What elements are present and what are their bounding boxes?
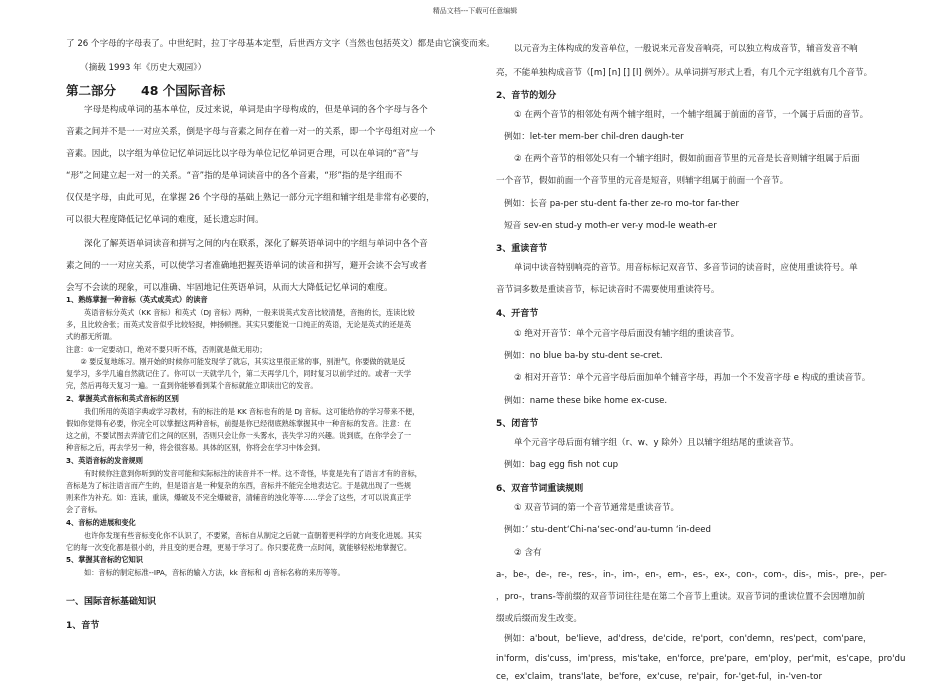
prefix-line: ，pro-，trans-等前缀的双音节词往往是在第二个音节上重读。双音节词的重读位置不会因增加前	[496, 592, 866, 602]
para1-line: 可以很大程度降低记忆单词的难度，延长遗忘时间。	[66, 215, 264, 225]
section-body-line: 复学习，多学几遍自然就记住了。你可以一天就学几个，第二天再学几个，同时复习以前学过的。或者一天学	[66, 369, 412, 378]
section-body-line: 会了音标。	[66, 505, 102, 514]
rule-line: ② 在两个音节的相邻处只有一个辅字组时，假如前面音节里的元音是长音则辅字组属于后面	[514, 154, 860, 164]
example-line: 例如：长音 pa-per stu-dent fa-ther ze-ro mo-tor far-ther	[504, 199, 740, 209]
part-title: 第二部分 48 个国际音标	[66, 83, 226, 98]
source-line: （摘载 1993 年《历史大观园》）	[80, 63, 207, 73]
section-body-line: 音标是为了标注语言而产生的，但是语言是一种复杂的东西，音标并不能完全地表达它。于是就出现了一些规	[66, 481, 412, 490]
rule-line: ① 绝对开音节：单个元音字母后面没有辅字组的重读音节。	[514, 329, 740, 339]
heading-basics: 一、国际音标基础知识	[66, 597, 157, 607]
example-line: in'form，dis'cuss，im'press，mis'take，en'force，pre'pare，em'ploy，per'mit，es'cape，pro'du	[496, 654, 906, 664]
example-line: ce，ex'claim，trans'late，be'fore，ex'cuse，re'pair，for-'get-ful，in-'ven-tor	[496, 672, 823, 682]
rule-line: ① 双音节词的第一个音节通常是重读音节。	[514, 503, 680, 513]
example-line: 例如：bag egg fish not cup	[504, 460, 619, 470]
page-header: 精品文档---下载可任意编辑	[432, 7, 518, 15]
rule-line: ① 在两个音节的相邻处有两个辅字组时，一个辅字组属于前面的音节，一个属于后面的音节。	[514, 110, 869, 120]
section-body-line: 如：音标的制定标准--IPA，音标的输入方法，kk 音标和 dj 音标名称的来历等等。	[84, 568, 345, 577]
section-body-line: 也许你发现有些音标变化你不认识了，不要紧，音标自从制定之后就一直朝着更科学的方向变化进展。其实	[84, 531, 422, 540]
section-body-line: 我们所用的英语字典或学习教材，有的标注的是 KK 音标也有的是 DJ 音标。这可能给你的学习带来不便，	[84, 407, 420, 416]
rule-line: ② 含有	[514, 548, 542, 558]
para2-line: 深化了解英语单词读音和拼写之间的内在联系，深化了解英语单词中的字组与单词中各个音	[84, 239, 428, 249]
para1-line: “形”之间建立起一对一的关系。“音”指的是单词读音中的各个音素，“形”指的是字组而不	[66, 171, 403, 181]
para2-line: 素之间的一一对应关系，可以使学习者准确地把握英语单词的读音和拼写，避开会读不会写或者	[66, 261, 427, 271]
para1-line: 音素。因此，以字组为单位记忆单词远比以字母为单位记忆单词更合理，可以在单词的“音”与	[66, 149, 419, 159]
heading-open-syllable: 4、开音节	[496, 309, 539, 319]
section-body-line: 注意：①一定要动口，绝对不要只听不练，否则就是做无用功；	[66, 345, 267, 354]
para1-line: 仅仅是字母，由此可见，在掌握 26 个字母的基础上熟记一部分元字组和辅字组是非常有必要的，	[66, 193, 435, 203]
heading-stressed: 3、重读音节	[496, 244, 548, 254]
section-title: 5、掌握其音标的它知识	[66, 555, 143, 564]
section-title: 1、熟练掌握一种音标（英式或英式）的读音	[66, 295, 208, 304]
example-line: 例如：no blue ba-by stu-dent se-cret.	[504, 351, 663, 361]
para2-line: 会写不会读的现象，可以准确、牢固地记住英语单词，从而大大降低记忆单词的难度。	[66, 283, 393, 293]
intro-line: 了 26 个字母的字母表了。中世纪时，拉丁字母基本定型，后世西方文字（当然也包括英文）都是由它演变而来。	[66, 39, 495, 49]
section-body-line: 它的每一次变化都是很小的，并且变的更合理，更易于学习了。你只要花费一点时间，就能够轻松地掌握它。	[66, 543, 412, 552]
section-body-line: ② 要反复地练习。刚开始的时候你可能发现学了就忘，其实这里很正常的事，别泄气，你要做的就是反	[66, 357, 406, 366]
example-line: 例如：let-ter mem-ber chil-dren daugh-ter	[504, 132, 684, 142]
section-body-line: 种音标之后，再去学另一种，将会很容易。具体的区别，你将会在学习中体会到。	[66, 443, 325, 452]
rule-line: 单词中读音特别响亮的音节。用音标标记双音节、多音节词的读音时，应使用重读符号。单	[514, 263, 858, 273]
section-body-line: 多，且比较舍张；而英式发音似乎比较轻捉，伸扬顿挫。其实只要能说一口纯正的英语，无论是英式的还是英	[66, 320, 412, 329]
heading-syllable: 1、音节	[66, 621, 100, 631]
section-body-line: 有时候你注意到你听到的发音可能和实际标注的读音并不一样。这不奇怪，毕竟是先有了语言才有的音标，	[84, 469, 422, 478]
para1-line: 字母是构成单词的基本单位，反过来说，单词是由字母构成的，但是单词的各个字母与各个	[84, 105, 428, 115]
example-line: 例如：’ stu-dent‘Chi-na‘sec-ond‘au-tumn ‘in-deed	[504, 525, 711, 535]
heading-closed-syllable: 5、闭音节	[496, 419, 539, 429]
section-body-line: 式的都无所谓。	[66, 332, 117, 341]
section-body-line: 英语音标分英式（KK 音标）和英式（DJ 音标）两种，一般来说英式发音比较清楚，音拖的长，连读比较	[84, 308, 415, 317]
para1-line: 音素之间并不是一一对应关系，倒是字母与音素之间存在着一对一的关系，即一个字母组对应一个	[66, 127, 436, 137]
heading-stress-rules: 6、双音节词重读规则	[496, 484, 584, 494]
section-body-line: 则来作为补充。如：连读，重读，爆破及不完全爆破音，清辅音的浊化等等……学会了这些，才可以说真正学	[66, 493, 412, 502]
section-title: 2、掌握英式音标和英式音标的区别	[66, 394, 179, 403]
prefix-line: a-，be-，de-，re-，res-，in-，im-，en-，em-，es-，ex-，con-，com-，dis-，mis-，pre-，per-	[496, 570, 887, 580]
example-line: 例如：name these bike home ex-cuse.	[504, 396, 668, 406]
syllable-def-line: 亮，不能单独构成音节（[m] [n] [] [l] 例外）。从单词拼写形式上看，有几个元字组就有几个音节。	[496, 68, 873, 78]
heading-division: 2、音节的划分	[496, 91, 557, 101]
example-line: 短音 sev-en stud-y moth-er ver-y mod-le weath-er	[504, 221, 717, 231]
section-body-line: 这之前，不要试图去弄清它们之间的区别，否则只会让你一头雾水，丧失学习的兴趣。说到底，在你学会了一	[66, 431, 412, 440]
section-body-line: 完，然后再每天复习一遍。一直到你能够看到某个音标就能立即读出它的发音。	[66, 381, 318, 390]
rule-line: 单个元音字母后面有辅字组（r、w、y 除外）且以辅字组结尾的重读音节。	[514, 438, 799, 448]
rule-line: 音节词多数是重读音节，标记读音时不需要使用重读符号。	[496, 285, 720, 295]
section-title: 4、音标的进展和变化	[66, 518, 136, 527]
rule-line: ② 相对开音节：单个元音字母后面加单个辅音字母，再加一个不发音字母 e 构成的重读音节。	[514, 373, 871, 383]
syllable-def-line: 以元音为主体构成的发音单位，一般说来元音发音响亮，可以独立构成音节，辅音发音不响	[514, 44, 858, 54]
section-title: 3、英语音标的发音规则	[66, 456, 143, 465]
rule-line: 一个音节，假如前面一个音节里的元音是短音，则辅字组属于前面一个音节。	[496, 176, 789, 186]
section-body-line: 假如你觉得有必要，你完全可以掌握这两种音标，前提是你已经彻底熟练掌握其中一种音标的发音。注意：在	[66, 419, 412, 428]
prefix-line: 缀或后缀而发生改变。	[496, 614, 582, 624]
example-line: 例如：a'bout，be'lieve，ad'dress，de'cide，re'port，con'demn，res'pect，com'pare，	[504, 634, 872, 644]
